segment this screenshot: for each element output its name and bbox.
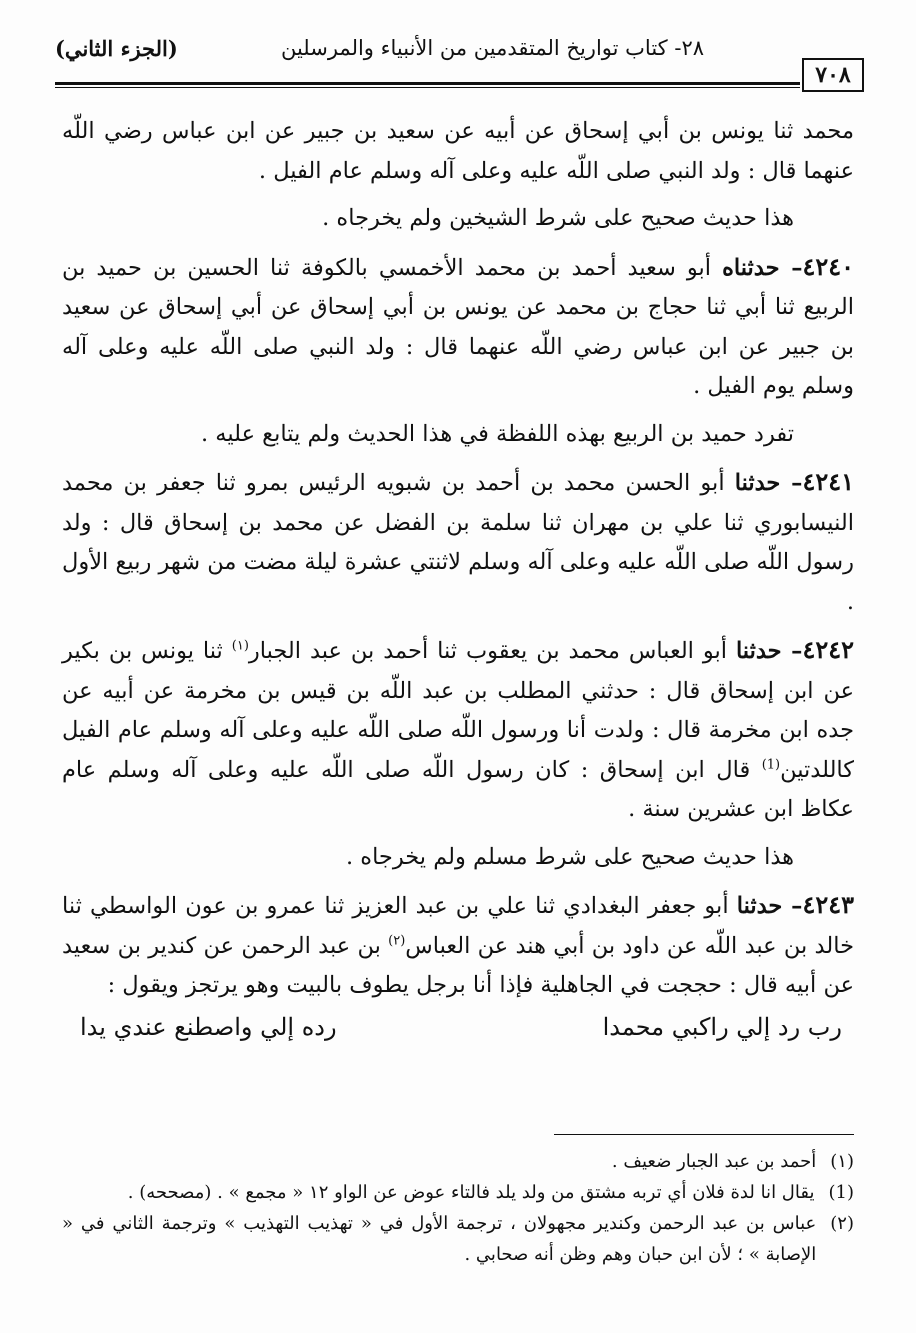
footnote — [62, 1146, 854, 1177]
hadith-number: ٤٢٤٣ — [802, 890, 854, 919]
paragraph-grading-1: هذا حديث صحيح على شرط الشيخين ولم يخرجاه . — [322, 205, 794, 231]
footnote-text: عباس بن عبد الرحمن وكندير مجهولان ، ترجمة الأول في « تهذيب التهذيب » وترجمة الثاني في « الإصابة » ؛ لأن ابن حبان وهم وظن أنه صحابي . — [62, 1213, 817, 1265]
page-number: ٧٠٨ — [802, 58, 864, 92]
hadith-4240 — [62, 247, 854, 407]
poetry-verse — [62, 1008, 854, 1048]
header-rule — [55, 82, 800, 88]
hadith-keyword: – حدثنا — [736, 893, 803, 919]
hadith-keyword: – حدثنا — [734, 470, 803, 496]
hadith-text: ثنا يونس بن بكير عن ابن إسحاق قال : حدثني المطلب بن عبد اللّه بن قيس بن مخرمة عن أبيه عن جده ابن مخرمة قال : ولدت أنا ورسول اللّه صلى اللّه عليه وعلى آله وسلم عام الفيل كاللدتين — [62, 638, 854, 783]
footnote-text: أحمد بن عبد الجبار ضعيف . — [611, 1151, 817, 1172]
hadith-text: أبو سعيد أحمد بن محمد الأخمسي بالكوفة ثنا الحسين بن حميد بن الربيع ثنا أبي ثنا حجاج بن محمد عن يونس بن أبي إسحاق عن أبي إسحاق عن سعيد بن جبير عن ابن عباس رضي اللّه عنهما قال : ولد النبي صلى اللّه عليه وعلى آله وسلم يوم الفيل . — [62, 254, 854, 399]
footnote — [62, 1208, 854, 1270]
hadith-keyword: – حدثنا — [735, 638, 803, 664]
verse-first-hemistich: رب رد إلي راكبي محمدا — [602, 1012, 842, 1041]
footnotes — [62, 1146, 854, 1270]
hadith-text: قال ابن إسحاق : كان رسول اللّه صلى اللّه عليه وعلى آله وسلم عام عكاظ ابن عشرين سنة . — [62, 756, 854, 822]
hadith-4241 — [62, 462, 854, 622]
footnote-mark: (1) — [828, 1182, 854, 1203]
hadith-number: ٤٢٤٢ — [802, 635, 854, 664]
hadith-text: بن عبد الرحمن عن كندير بن سعيد عن أبيه قال : حججت في الجاهلية فإذا أنا برجل يطوف بالبيت وهو يرتجز ويقول : — [62, 932, 854, 998]
footnote-ref: (٢) — [388, 933, 406, 948]
footnote-ref: (١) — [231, 638, 249, 654]
footnote-mark: (٢) — [830, 1213, 854, 1234]
hadith-4243 — [62, 885, 854, 1006]
paragraph-note: تفرد حميد بن الربيع بهذه اللفظة في هذا الحديث ولم يتابع عليه . — [201, 420, 794, 447]
hadith-text: أبو الحسن محمد بن أحمد بن شبويه الرئيس بمرو ثنا جعفر بن محمد النيسابوري ثنا علي بن مهران ثنا سلمة بن الفضل عن محمد بن إسحاق قال : ولد رسول اللّه صلى اللّه عليه وعلى آله وسلم لاثنتي عشرة ليلة مضت من شهر ربيع الأول . — [62, 470, 854, 615]
footnote-text: يقال انا لدة فلان أي تربه مشتق من ولد يلد فالتاء عوض عن الواو ١٢ « مجمع » . (مصححه) . — [127, 1182, 815, 1203]
main-text — [62, 112, 854, 1047]
hadith-number: ٤٢٤٠ — [802, 251, 855, 281]
volume-label: (الجزء الثاني) — [55, 36, 178, 61]
hadith-text: أبو جعفر البغدادي ثنا علي بن عبد العزيز ثنا عمرو بن عون الواسطي ثنا خالد بن عبد اللّه عن داود بن أبي هند عن العباس — [62, 893, 854, 959]
hadith-number: ٤٢٤١ — [802, 467, 854, 496]
footnote-rule — [554, 1134, 854, 1135]
footnote-ref: (1) — [761, 757, 781, 772]
paragraph-continuation: محمد ثنا يونس بن أبي إسحاق عن أبيه عن سعيد بن جبير عن ابن عباس رضي اللّه عنهما قال : ولد النبي صلى اللّه عليه وعلى آله وسلم عام الفيل . — [62, 118, 854, 184]
hadith-text: أبو العباس محمد بن يعقوب ثنا أحمد بن عبد الجبار — [248, 638, 736, 664]
paragraph-grading-2: هذا حديث صحيح على شرط مسلم ولم يخرجاه . — [345, 843, 794, 870]
hadith-keyword: – حدثناه — [722, 254, 803, 281]
footnote-mark: (١) — [830, 1151, 854, 1172]
book-title: ٢٨- كتاب تواريخ المتقدمين من الأنبياء والمرسلين — [280, 36, 704, 60]
footnote — [62, 1177, 854, 1208]
hadith-4242 — [62, 630, 854, 830]
page-header — [55, 30, 864, 92]
verse-second-hemistich: رده إلي واصطنع عندي يدا — [80, 1012, 337, 1041]
